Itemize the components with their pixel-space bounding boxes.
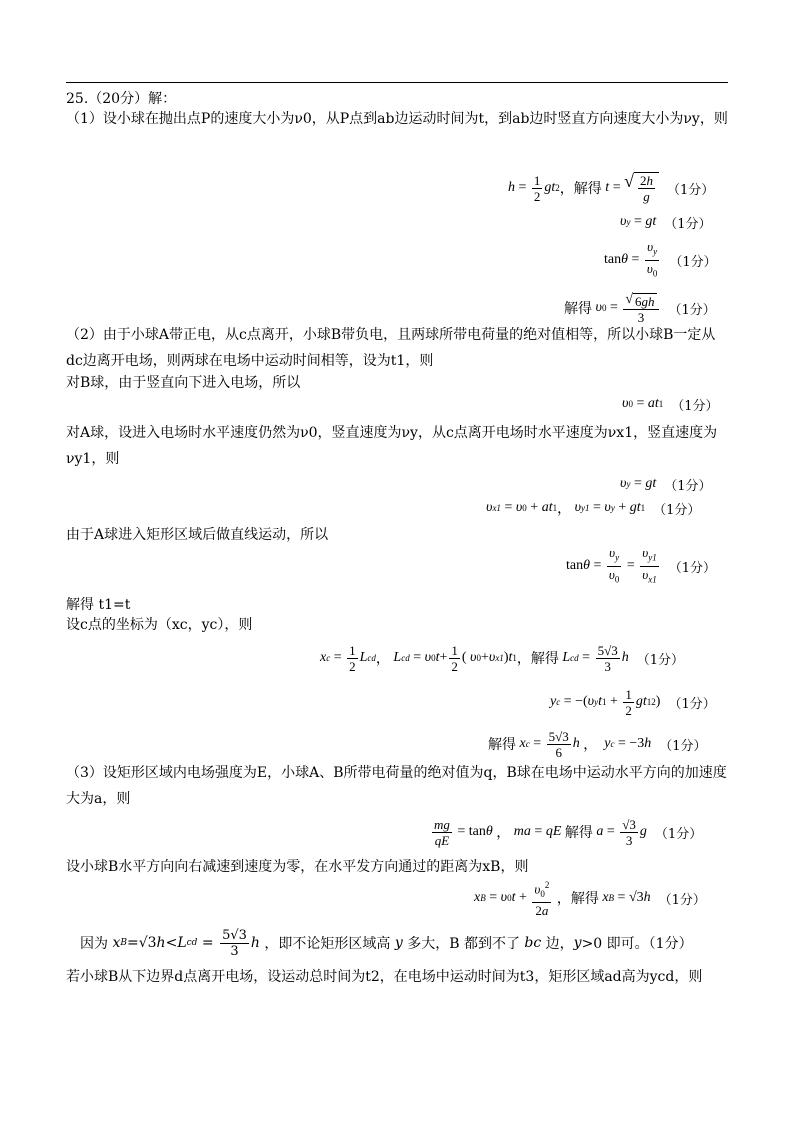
score-label: （1分） bbox=[666, 182, 715, 198]
score-label: （1分） bbox=[658, 892, 706, 908]
eq-tan-theta: tan θ = $\frac{\upsilon_y}{\upsilon_0}$ （1分） bbox=[604, 238, 717, 279]
score-label: （1分） bbox=[636, 652, 684, 668]
score-label: （1分） bbox=[664, 216, 712, 232]
part3-xb-intro: 设小球B水平方向向右减速到速度为零，在水平发方向通过的距离为xB，则 bbox=[66, 859, 529, 875]
score-label: （1分） bbox=[654, 826, 703, 842]
score-label: （1分） bbox=[668, 302, 716, 318]
part2-c-coord: 设c点的坐标为（xc，yc），则 bbox=[66, 617, 253, 633]
score-label: （1分） bbox=[653, 502, 701, 518]
part3-d-point: 若小球B从下边界d点离开电场，设运动总时间为t2，在电场中运动时间为t3，矩形区域ad高为ycd，则 bbox=[66, 969, 703, 985]
eq-xc-yc-solution: 解得 x c = $\frac{5√3}{6}$ h ， y c = −3 h （1分） bbox=[488, 728, 707, 760]
eq-v0-solution: 解得 υ 0 = √ 6gh 3 （1分） bbox=[564, 292, 716, 325]
eq-vy-gt: υ y = gt （1分） bbox=[620, 214, 712, 232]
part2-t1-result: 解得 t1=t bbox=[66, 597, 131, 613]
score-label: （1分） bbox=[669, 254, 717, 270]
top-rule bbox=[66, 82, 728, 83]
part2-b-ball: 对B球，由于竖直向下进入电场，所以 bbox=[66, 375, 301, 391]
eq-h-and-t: h = $\frac{1}{2}$ gt 2 ，解得 t = √ $\frac{2h}{g}$ （1分） bbox=[508, 171, 715, 204]
eq-xb: x B = υ 0 t + $\frac{\upsilon_0^2}{2a}$ ，解得 x B = √3 h （1分） bbox=[474, 880, 706, 918]
eq-v0-at1: υ 0 = at 1 （1分） bbox=[622, 396, 719, 414]
part2-straight-line: 由于A球进入矩形区域后做直线运动，所以 bbox=[66, 527, 329, 543]
eq-yc: y c = −( υ y t 1 + $\frac{1}{2}$ gt 1 2 ) （1分） bbox=[550, 686, 716, 718]
score-label: （1分） bbox=[659, 738, 707, 754]
eq-vx1-vy1: υ x1 = υ 0 + at 1 ， υ y1 = υ y + gt 1 （1分） bbox=[486, 500, 701, 518]
score-label: （1分） bbox=[671, 398, 719, 414]
eq-vy-gt-2: υ y = gt （1分） bbox=[620, 476, 712, 494]
score-label: （1分） bbox=[664, 478, 712, 494]
score-label: （1分） bbox=[668, 560, 717, 576]
eq-acceleration: $\frac{mg}{qE}$ = tan θ ， ma = qE 解得 a = $\frac{√3}{3}$ g （1分） bbox=[434, 816, 703, 848]
eq-tan-theta-ratio: tan θ = $\frac{\upsilon_y}{\upsilon_0}$ = $\frac{\upsilon_{y1}}{\upsilon_{x1}}$ （1分） bbox=[566, 544, 717, 585]
eq-xc-lcd: x c = $\frac{1}{2}$ L cd ， L cd = υ 0 t + $\frac{1}{2}$ ( υ 0 + υ x1 ) t 1 ，解得 L cd = $\frac{5√3}{3}$ h （1分） bbox=[320, 642, 684, 674]
part2-a-ball: 对A球，设进入电场时水平速度仍然为ν0，竖直速度为νy，从c点离开电场时水平速度为νx1，竖直速度为νy1，则 bbox=[66, 425, 718, 467]
part3-xb-comparison: 因为 x B =√3 h < L cd = $\frac{5√3}{3}$ h ，即不论矩形区域高 y 多大，B 都到不了 bc 边， y >0 即可。（1分） bbox=[80, 927, 693, 959]
part2-intro: （2）由于小球A带正电，从c点离开，小球B带负电，且两球所带电荷量的绝对值相等，所以小球B一定从dc边离开电场，则两球在电场中运动时间相等，设为t1，则 bbox=[66, 327, 716, 369]
part1-intro: （1）设小球在抛出点P的速度大小为ν0，从P点到ab边运动时间为t，到ab边时竖直方向速度大小为νy，则 bbox=[66, 111, 728, 127]
score-label: （1分） bbox=[668, 696, 716, 712]
part3-intro: （3）设矩形区域内电场强度为E，小球A、B所带电荷量的绝对值为q，B球在电场中运动水平方向的加速度大为a，则 bbox=[66, 765, 727, 807]
problem-heading: 25.（20分）解： bbox=[66, 91, 177, 107]
